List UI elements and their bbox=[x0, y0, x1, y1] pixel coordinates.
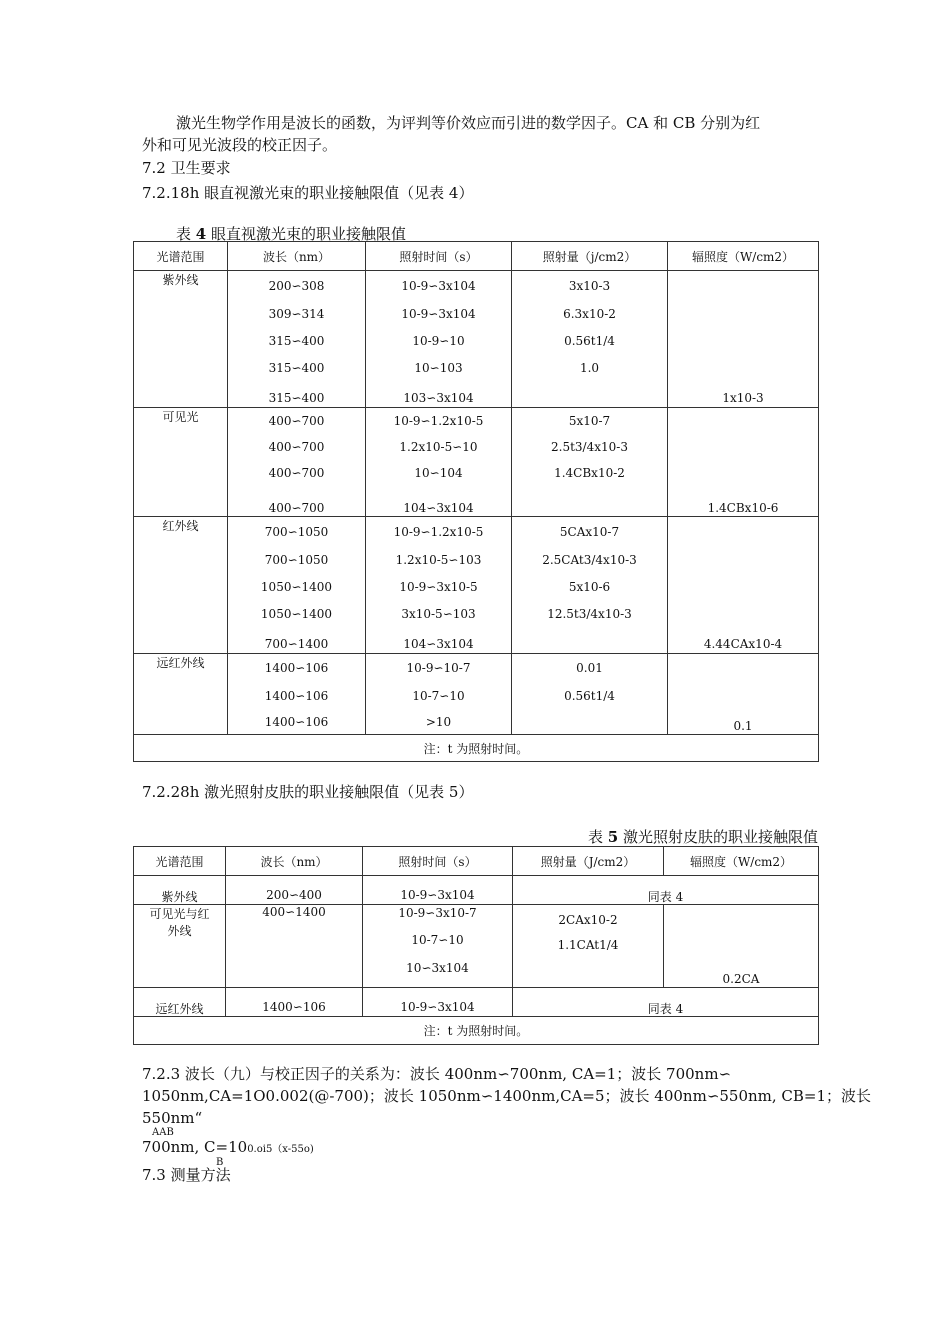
time-value: 10∽3x104 bbox=[406, 961, 469, 975]
table5-note: 注：t 为照射时间。 bbox=[134, 1017, 819, 1045]
table-row bbox=[134, 654, 819, 735]
intro-line-2: 外和可见光波段的校正因子。 bbox=[142, 136, 338, 154]
table-row bbox=[134, 876, 819, 905]
table5-range-cell bbox=[134, 905, 226, 988]
section-7-2-3-line-3: 550nm“ bbox=[142, 1109, 203, 1127]
exposure-value: 1.4CBx10-2 bbox=[554, 466, 625, 480]
table5-wavelength-cell bbox=[226, 988, 363, 1017]
wavelength-value: 1050∽1400 bbox=[260, 580, 333, 594]
table4-exposure-cell bbox=[512, 654, 668, 735]
group-name: 紫外线 bbox=[162, 273, 199, 287]
section-7-2-2-heading: 7.2.28h 激光照射皮肤的职业接触限值（见表 5） bbox=[142, 783, 474, 801]
time-value: 104∽3x104 bbox=[403, 501, 474, 515]
section-7-2-3-line-1: 7.2.3 波长（九）与校正因子的关系为：波长 400nm∽700nm, CA=1；波长 700nm∽ bbox=[142, 1065, 732, 1083]
time-value: 10-9∽1.2x10-5 bbox=[393, 414, 484, 428]
wavelength-value: 700∽1050 bbox=[264, 525, 329, 539]
time-value: 10-9∽3x104 bbox=[401, 279, 476, 293]
table4-caption-text: 眼直视激光束的职业接触限值 bbox=[211, 225, 407, 243]
wavelength-value: 400∽700 bbox=[268, 440, 325, 454]
exposure-value: 5x10-6 bbox=[568, 580, 611, 594]
table4-time-cell bbox=[366, 654, 512, 735]
formula-exponent: 0.oi5（x-55o) bbox=[247, 1144, 314, 1155]
exposure-value: 0.56t1/4 bbox=[564, 689, 615, 703]
table4-wavelength-cell bbox=[228, 271, 366, 408]
wavelength-value: 315∽400 bbox=[268, 361, 325, 375]
time-value: 10-9∽10-7 bbox=[406, 661, 471, 675]
time-value: 10-9∽3x10-7 bbox=[398, 906, 477, 920]
table4-header-cell: 照射时间（s） bbox=[366, 242, 512, 271]
table-5 bbox=[133, 846, 819, 1045]
section-7-3-heading: 7.3 测量方法 bbox=[142, 1166, 231, 1184]
time-value: 103∽3x104 bbox=[403, 391, 474, 405]
section-7-2-1-heading: 7.2.18h 眼直视激光束的职业接触限值（见表 4） bbox=[142, 184, 474, 202]
table-row bbox=[134, 408, 819, 517]
exposure-value: 2.5CAt3/4x10-3 bbox=[542, 553, 637, 567]
time-value: 1.2x10-5∽10 bbox=[399, 440, 478, 454]
time-value: 104∽3x104 bbox=[403, 637, 474, 651]
table4-time-cell bbox=[366, 517, 512, 654]
table4-irradiance-cell bbox=[668, 654, 819, 735]
table5-header-cell: 照射量（J/cm2） bbox=[513, 847, 664, 876]
wavelength-value: 200∽308 bbox=[268, 279, 325, 293]
time-value: 10-9∽3x104 bbox=[401, 307, 476, 321]
time-value: 10∽104 bbox=[414, 466, 463, 480]
table4-note: 注：t 为照射时间。 bbox=[134, 735, 819, 762]
table4-irradiance-cell bbox=[668, 517, 819, 654]
time-value: 3x10-5∽103 bbox=[401, 607, 476, 621]
table4-header-cell: 光谱范围 bbox=[134, 242, 228, 271]
table4-caption-number: 4 bbox=[195, 225, 207, 243]
table5-range-cell bbox=[134, 876, 226, 905]
wavelength-value: 309∽314 bbox=[268, 307, 325, 321]
exposure-value: 12.5t3/4x10-3 bbox=[547, 607, 632, 621]
table4-group-name-cell bbox=[134, 517, 228, 654]
time-value: 10-9∽3x10-5 bbox=[399, 580, 478, 594]
exposure-value: 1.0 bbox=[579, 361, 600, 375]
table4-header-cell: 波长（nm） bbox=[228, 242, 366, 271]
table4-exposure-cell bbox=[512, 517, 668, 654]
table4-note-row bbox=[134, 735, 819, 762]
section-7-2-3-subscript-aab: AAB bbox=[152, 1127, 174, 1138]
exposure-value: 2CAx10-2 bbox=[558, 913, 618, 927]
table4-exposure-cell bbox=[512, 271, 668, 408]
wavelength-value: 200∽400 bbox=[266, 888, 322, 902]
time-value: 10-9∽3x104 bbox=[400, 888, 475, 902]
same-as-table4: 同表 4 bbox=[647, 890, 684, 904]
table4-header-cell: 照射量（j/cm2） bbox=[512, 242, 668, 271]
wavelength-value: 700∽1400 bbox=[264, 637, 329, 651]
table5-caption bbox=[588, 826, 818, 847]
time-value: 10-9∽3x104 bbox=[400, 1000, 475, 1014]
same-as-table4: 同表 4 bbox=[647, 1002, 684, 1016]
table4-group-name-cell bbox=[134, 271, 228, 408]
wavelength-value: 400∽700 bbox=[268, 466, 325, 480]
range-name bbox=[134, 905, 225, 939]
table5-wavelength-cell bbox=[226, 876, 363, 905]
table4-wavelength-cell bbox=[228, 517, 366, 654]
wavelength-value: 700∽1050 bbox=[264, 553, 329, 567]
wavelength-value: 1050∽1400 bbox=[260, 607, 333, 621]
formula-start: 700nm, C=10 bbox=[142, 1138, 248, 1156]
table5-same-cell bbox=[513, 876, 819, 905]
table5-time-cell bbox=[363, 988, 513, 1017]
table4-group-name-cell bbox=[134, 654, 228, 735]
table5-time-cell bbox=[363, 876, 513, 905]
table5-exposure-cell bbox=[513, 905, 664, 988]
range-name-line-1: 可见光与红 bbox=[149, 907, 210, 921]
table5-irradiance-cell bbox=[664, 905, 819, 988]
table5-caption-text: 激光照射皮肤的职业接触限值 bbox=[622, 828, 818, 846]
table-4 bbox=[133, 241, 819, 762]
table5-header-row bbox=[134, 847, 819, 876]
wavelength-value: 400∽700 bbox=[268, 501, 325, 515]
exposure-value: 5CAx10-7 bbox=[559, 525, 620, 539]
wavelength-value: 315∽400 bbox=[268, 391, 325, 405]
irradiance-value: 4.44CAx10-4 bbox=[703, 637, 783, 651]
table-row bbox=[134, 271, 819, 408]
section-7-2-3-subscript-b: B bbox=[216, 1157, 224, 1168]
irradiance-value: 1x10-3 bbox=[722, 391, 764, 405]
exposure-value: 6.3x10-2 bbox=[563, 307, 616, 321]
exposure-value: 1.1CAt1/4 bbox=[557, 938, 619, 952]
wavelength-value: 315∽400 bbox=[268, 334, 325, 348]
exposure-value: 0.56t1/4 bbox=[564, 334, 615, 348]
time-value: >10 bbox=[425, 715, 452, 729]
table5-header-cell: 光谱范围 bbox=[134, 847, 226, 876]
time-value: 10-9∽10 bbox=[412, 334, 465, 348]
irradiance-value: 0.2CA bbox=[722, 972, 760, 986]
wavelength-value: 1400∽106 bbox=[264, 689, 329, 703]
table4-irradiance-cell bbox=[668, 271, 819, 408]
table-row bbox=[134, 988, 819, 1017]
intro-line-1: 激光生物学作用是波长的函数，为评判等价效应而引进的数学因子。CA 和 CB 分别为红 bbox=[176, 114, 761, 132]
table-row bbox=[134, 905, 819, 988]
exposure-value: 2.5t3/4x10-3 bbox=[551, 440, 628, 454]
range-name: 紫外线 bbox=[161, 890, 198, 904]
table5-caption-prefix: 表 bbox=[587, 828, 603, 846]
exposure-value: 0.01 bbox=[576, 661, 603, 675]
time-value: 10-7∽10 bbox=[412, 689, 465, 703]
table4-wavelength-cell bbox=[228, 654, 366, 735]
table-row bbox=[134, 517, 819, 654]
section-7-2-3-line-4 bbox=[142, 1136, 314, 1161]
time-value: 10-9∽1.2x10-5 bbox=[393, 525, 484, 539]
group-name: 远红外线 bbox=[156, 656, 205, 670]
range-name-line-2: 外线 bbox=[167, 924, 192, 938]
range-name: 远红外线 bbox=[155, 1002, 204, 1016]
table5-header-cell: 照射时间（s） bbox=[363, 847, 513, 876]
exposure-value: 3x10-3 bbox=[568, 279, 611, 293]
table5-note-row bbox=[134, 1017, 819, 1045]
wavelength-value: 400∽700 bbox=[268, 414, 325, 428]
table4-time-cell bbox=[366, 271, 512, 408]
table5-caption-number: 5 bbox=[607, 828, 619, 846]
group-name: 可见光 bbox=[162, 410, 199, 424]
wavelength-value: 400∽1400 bbox=[262, 905, 326, 919]
table4-header-row bbox=[134, 242, 819, 271]
irradiance-value: 1.4CBx10-6 bbox=[707, 501, 779, 515]
table5-header-cell: 辐照度（W/cm2） bbox=[664, 847, 819, 876]
table5-time-cell bbox=[363, 905, 513, 988]
table5-wavelength-cell bbox=[226, 905, 363, 988]
table5-header-cell: 波长（nm） bbox=[226, 847, 363, 876]
wavelength-value: 1400∽106 bbox=[264, 715, 329, 729]
irradiance-value: 0.1 bbox=[733, 719, 753, 733]
table5-range-cell bbox=[134, 988, 226, 1017]
table4-time-cell bbox=[366, 408, 512, 517]
time-value: 10∽103 bbox=[414, 361, 463, 375]
table4-header-cell: 辐照度（W/cm2） bbox=[668, 242, 819, 271]
wavelength-value: 1400∽106 bbox=[262, 1000, 326, 1014]
wavelength-value: 1400∽106 bbox=[264, 661, 329, 675]
table4-wavelength-cell bbox=[228, 408, 366, 517]
table4-irradiance-cell bbox=[668, 408, 819, 517]
time-value: 10-7∽10 bbox=[411, 933, 464, 947]
section-7-2-heading: 7.2 卫生要求 bbox=[142, 159, 231, 177]
table4-exposure-cell bbox=[512, 408, 668, 517]
section-7-2-3-line-2: 1050nm,CA=1O0.002(@-700)；波长 1050nm∽1400nm,CA=5；波长 400nm∽550nm, CB=1；波长 bbox=[142, 1087, 872, 1105]
table4-caption-prefix: 表 bbox=[176, 225, 192, 243]
exposure-value: 5x10-7 bbox=[568, 414, 611, 428]
table5-same-cell bbox=[513, 988, 819, 1017]
table4-group-name-cell bbox=[134, 408, 228, 517]
time-value: 1.2x10-5∽103 bbox=[395, 553, 482, 567]
group-name: 红外线 bbox=[162, 519, 199, 533]
